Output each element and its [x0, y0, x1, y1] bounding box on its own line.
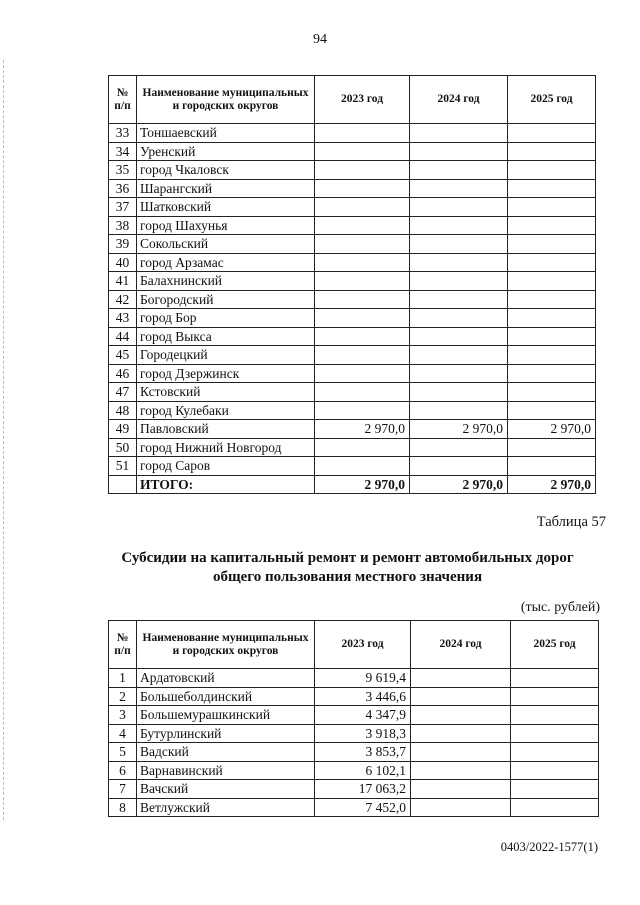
table-row	[109, 761, 599, 780]
table-row	[109, 780, 599, 799]
header-2025: 2025 год	[511, 621, 599, 669]
page-number: 94	[313, 32, 327, 47]
table-row	[109, 798, 599, 817]
value-2024: 2 970,0	[410, 420, 508, 439]
table-row	[109, 198, 596, 217]
table-row	[109, 364, 596, 383]
value-2023: 6 102,1	[315, 761, 411, 780]
row-name: город Арзамас	[137, 253, 315, 272]
row-name: Большемурашкинский	[137, 706, 315, 725]
row-number: 8	[109, 798, 137, 817]
row-name: Ардатовский	[137, 669, 315, 688]
value-2025	[511, 724, 599, 743]
row-name: город Кулебаки	[137, 401, 315, 420]
value-2025	[508, 198, 596, 217]
value-2023: 3 918,3	[315, 724, 411, 743]
value-2024	[410, 161, 508, 180]
row-number: 47	[109, 383, 137, 402]
value-2025	[508, 383, 596, 402]
row-number: 40	[109, 253, 137, 272]
row-number: 4	[109, 724, 137, 743]
value-2023: 3 446,6	[315, 687, 411, 706]
total-row	[109, 475, 596, 494]
value-2023	[315, 235, 410, 254]
header-name: Наименование муниципальных и городских округов	[137, 621, 315, 669]
row-name: Балахнинский	[137, 272, 315, 291]
row-name: город Бор	[137, 309, 315, 328]
value-2024	[411, 669, 511, 688]
value-2024	[410, 142, 508, 161]
value-2023	[315, 142, 410, 161]
table-row	[109, 724, 599, 743]
value-2023	[315, 346, 410, 365]
value-2023: 17 063,2	[315, 780, 411, 799]
table-row	[109, 743, 599, 762]
table-row	[109, 457, 596, 476]
value-2025	[508, 327, 596, 346]
table1-body	[109, 124, 596, 494]
row-name: Большеболдинский	[137, 687, 315, 706]
value-2023	[315, 327, 410, 346]
row-number: 42	[109, 290, 137, 309]
scan-edge-line	[3, 60, 5, 820]
table-row	[109, 309, 596, 328]
value-2025	[508, 457, 596, 476]
row-number: 34	[109, 142, 137, 161]
table-row	[109, 669, 599, 688]
total-number-cell	[109, 475, 137, 494]
value-2023	[315, 457, 410, 476]
value-2023: 3 853,7	[315, 743, 411, 762]
header-2024: 2024 год	[411, 621, 511, 669]
value-2025	[508, 253, 596, 272]
header-2024: 2024 год	[410, 76, 508, 124]
value-2023	[315, 161, 410, 180]
value-2024	[411, 724, 511, 743]
row-name: город Чкаловск	[137, 161, 315, 180]
value-2025	[508, 142, 596, 161]
value-2024	[410, 235, 508, 254]
value-2025	[508, 235, 596, 254]
row-number: 43	[109, 309, 137, 328]
row-number: 2	[109, 687, 137, 706]
table-row	[109, 142, 596, 161]
row-name: город Дзержинск	[137, 364, 315, 383]
value-2025	[508, 124, 596, 143]
row-number: 44	[109, 327, 137, 346]
value-2024	[411, 780, 511, 799]
table-row	[109, 327, 596, 346]
row-number: 3	[109, 706, 137, 725]
table-row	[109, 687, 599, 706]
value-2023	[315, 438, 410, 457]
table-row	[109, 235, 596, 254]
value-2025	[508, 272, 596, 291]
row-number: 33	[109, 124, 137, 143]
table-row	[109, 401, 596, 420]
value-2024	[411, 761, 511, 780]
value-2025	[508, 179, 596, 198]
value-2023	[315, 179, 410, 198]
row-name: Ветлужский	[137, 798, 315, 817]
value-2023	[315, 401, 410, 420]
value-2025	[508, 309, 596, 328]
value-2025	[511, 669, 599, 688]
header-2023: 2023 год	[315, 76, 410, 124]
row-name: город Нижний Новгород	[137, 438, 315, 457]
value-2024	[410, 327, 508, 346]
row-number: 1	[109, 669, 137, 688]
total-2024: 2 970,0	[410, 475, 508, 494]
value-2024	[410, 401, 508, 420]
value-2025	[508, 290, 596, 309]
table-row	[109, 290, 596, 309]
value-2024	[410, 438, 508, 457]
value-2024	[410, 309, 508, 328]
value-2024	[410, 383, 508, 402]
units-label: (тыс. рублей)	[520, 600, 600, 615]
value-2023	[315, 198, 410, 217]
row-number: 37	[109, 198, 137, 217]
table2-body	[109, 669, 599, 817]
value-2024	[410, 290, 508, 309]
table-row	[109, 161, 596, 180]
value-2024	[410, 124, 508, 143]
row-name: Сокольский	[137, 235, 315, 254]
value-2023: 2 970,0	[315, 420, 410, 439]
row-number: 41	[109, 272, 137, 291]
row-number: 5	[109, 743, 137, 762]
table-row	[109, 272, 596, 291]
value-2023: 7 452,0	[315, 798, 411, 817]
row-name: Павловский	[137, 420, 315, 439]
value-2023	[315, 364, 410, 383]
document-code: 0403/2022-1577(1)	[500, 840, 598, 854]
value-2025	[511, 780, 599, 799]
value-2023	[315, 272, 410, 291]
value-2024	[410, 198, 508, 217]
row-name: Вадский	[137, 743, 315, 762]
row-name: Шарангский	[137, 179, 315, 198]
value-2025	[508, 161, 596, 180]
row-name: Варнавинский	[137, 761, 315, 780]
subsidy-table-continued	[108, 75, 596, 494]
table-row	[109, 420, 596, 439]
row-number: 49	[109, 420, 137, 439]
row-name: Шатковский	[137, 198, 315, 217]
value-2025: 2 970,0	[508, 420, 596, 439]
value-2025	[508, 401, 596, 420]
value-2024	[410, 272, 508, 291]
row-name: Городецкий	[137, 346, 315, 365]
value-2024	[410, 457, 508, 476]
value-2024	[410, 179, 508, 198]
value-2024	[410, 346, 508, 365]
header-2025: 2025 год	[508, 76, 596, 124]
row-name: Уренский	[137, 142, 315, 161]
total-2025: 2 970,0	[508, 475, 596, 494]
row-name: Кстовский	[137, 383, 315, 402]
row-number: 45	[109, 346, 137, 365]
value-2023	[315, 290, 410, 309]
row-number: 39	[109, 235, 137, 254]
table-row	[109, 706, 599, 725]
header-number: № п/п	[109, 76, 137, 124]
value-2024	[410, 253, 508, 272]
row-number: 46	[109, 364, 137, 383]
value-2024	[411, 743, 511, 762]
table-row	[109, 253, 596, 272]
header-name: Наименование муниципальных и городских округов	[137, 76, 315, 124]
value-2023: 9 619,4	[315, 669, 411, 688]
table-row	[109, 216, 596, 235]
header-2023: 2023 год	[315, 621, 411, 669]
value-2024	[410, 364, 508, 383]
road-repair-subsidy-table	[108, 620, 599, 817]
value-2024	[411, 706, 511, 725]
value-2025	[508, 216, 596, 235]
table-row	[109, 383, 596, 402]
table2-title: Субсидии на капитальный ремонт и ремонт автомобильных дорог общего пользования местного значения	[121, 550, 574, 585]
row-name: Вачский	[137, 780, 315, 799]
row-number: 35	[109, 161, 137, 180]
row-number: 50	[109, 438, 137, 457]
value-2024	[411, 798, 511, 817]
value-2023: 4 347,9	[315, 706, 411, 725]
table-row	[109, 179, 596, 198]
row-name: город Шахунья	[137, 216, 315, 235]
value-2025	[511, 761, 599, 780]
table-row	[109, 438, 596, 457]
row-number: 48	[109, 401, 137, 420]
table-row	[109, 346, 596, 365]
value-2023	[315, 124, 410, 143]
row-number: 6	[109, 761, 137, 780]
row-number: 36	[109, 179, 137, 198]
table-row	[109, 124, 596, 143]
row-name: Бутурлинский	[137, 724, 315, 743]
value-2025	[508, 364, 596, 383]
total-2023: 2 970,0	[315, 475, 410, 494]
value-2024	[411, 687, 511, 706]
value-2025	[511, 706, 599, 725]
total-label: ИТОГО:	[137, 475, 315, 494]
value-2025	[511, 798, 599, 817]
row-number: 7	[109, 780, 137, 799]
row-number: 38	[109, 216, 137, 235]
value-2023	[315, 253, 410, 272]
row-name: город Выкса	[137, 327, 315, 346]
value-2025	[508, 346, 596, 365]
table-caption: Таблица 57	[536, 514, 606, 530]
value-2025	[508, 438, 596, 457]
value-2024	[410, 216, 508, 235]
row-name: Богородский	[137, 290, 315, 309]
value-2025	[511, 743, 599, 762]
value-2023	[315, 383, 410, 402]
value-2023	[315, 309, 410, 328]
header-number: № п/п	[109, 621, 137, 669]
row-name: город Саров	[137, 457, 315, 476]
row-number: 51	[109, 457, 137, 476]
value-2023	[315, 216, 410, 235]
row-name: Тоншаевский	[137, 124, 315, 143]
value-2025	[511, 687, 599, 706]
